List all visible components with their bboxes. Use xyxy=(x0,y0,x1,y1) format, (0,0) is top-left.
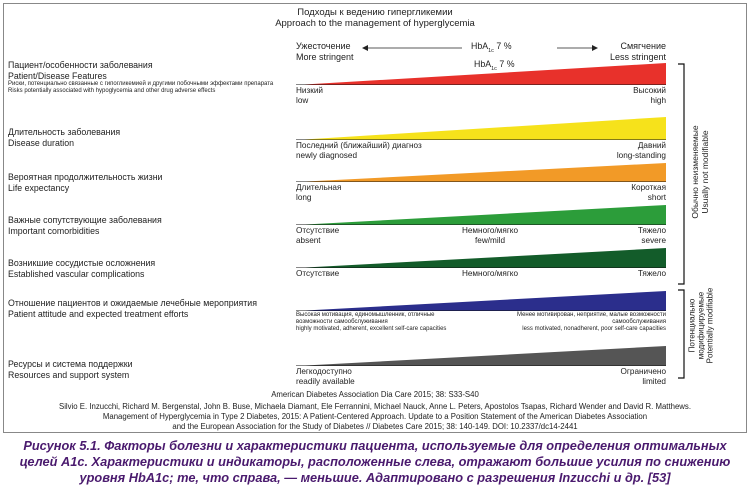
row-right-label: Давний long-standing xyxy=(616,141,666,160)
side-modifiable: Потенциально модифицируемые Potentially modifiable xyxy=(687,287,715,364)
wedge-green xyxy=(296,205,666,225)
header-title-ru: Подходы к ведению гипергликемии xyxy=(297,7,453,18)
scale-right-en: Less stringent xyxy=(609,51,666,62)
wedge-orange xyxy=(296,163,666,182)
hba1c-label: HbA$_{1c}$ 7 % HbA$_{1c}$ 7 % xyxy=(471,41,515,72)
row-right-label: Высокий high xyxy=(633,86,666,105)
header-title-en: Approach to the management of hyperglycemia xyxy=(275,18,475,29)
row-left-label: Низкий low xyxy=(296,86,323,105)
citation-line3: Management of Hyperglycemia in Type 2 Diabetes, 2015: A Patient-Centered Approach. Update to a Position Statement of the American Diabetes Association xyxy=(102,412,648,421)
wedge-red xyxy=(296,63,666,85)
row-left-label: Высокая мотивация, единомышленник, отличные возможности самообслуживания highly motivated, adherent, excellent self-care capacities xyxy=(296,312,447,333)
scale-left-ru: Ужесточение xyxy=(296,41,351,51)
side-brackets xyxy=(676,62,688,382)
row-left-label: Отсутствие absent xyxy=(296,226,340,245)
row-label: Длительность заболевания Disease duration xyxy=(8,127,121,148)
scale-right xyxy=(610,41,666,62)
row-mid-label: Немного/мягко few/mild xyxy=(461,226,519,245)
scale-left xyxy=(296,41,354,62)
side-nonmodifiable: Обычно неизменяемые Usually not modifiable xyxy=(690,125,710,219)
figure-caption: Рисунок 5.1. Факторы болезни и характеристики пациента, используемые для определения оптимальных целей A1c. Характеристики и индикаторы, расположенные слева, отражают большие усилия по снижению уровня HbA1c; те, что справа, — меньшие. Адаптировано с разрешения Inzucchi и др. [53] xyxy=(19,438,731,485)
citation-line4: and the European Association for the Study of Diabetes // Diabetes Care 2015; 38: 140-149. DOI: 10.2337/dc14-2441 xyxy=(172,422,578,431)
row-label: Пациент/особенности заболевания Patient/Disease Features Риски, потенциально связанные с гипогликемией и другими побочными эффектами препарата Risks potentially associated with hypoglycemia and other drug adverse effects xyxy=(8,60,274,95)
row-right-label: Тяжело xyxy=(637,269,666,278)
scale-left-en: More stringent xyxy=(296,51,354,62)
wedge-yellow xyxy=(296,117,666,140)
row-label: Вероятная продолжительность жизни Life expectancy xyxy=(8,172,163,193)
row-left-label: Отсутствие xyxy=(296,269,340,278)
row-label: Возникшие сосудистые осложнения Established vascular complications xyxy=(8,258,156,279)
wedge-dark-green xyxy=(296,248,666,268)
row-right-label: Короткая short xyxy=(631,183,666,202)
row-label: Важные сопутствующие заболевания Important comorbidities xyxy=(8,215,162,236)
row-left-label: Последний (ближайший) диагноз newly diagnosed xyxy=(296,141,422,160)
row-right-label: Менее мотивирован, неприятие, малые возможности самообслуживания less motivated, nonadherent, poor self-care capacities xyxy=(517,312,666,333)
row-left-label: Длительная long xyxy=(296,183,342,202)
row-left-label: Легкодоступно readily available xyxy=(296,367,355,386)
row-label: Отношение пациентов и ожидаемые лечебные мероприятия Patient attitude and expected treatment efforts xyxy=(8,298,257,319)
scale-right-ru: Смягчение xyxy=(620,41,666,51)
wedge-blue xyxy=(296,291,666,311)
wedge-gray xyxy=(296,346,666,366)
row-label: Ресурсы и система поддержки Resources and support system xyxy=(8,359,133,380)
row-right-label: Тяжело severe xyxy=(637,226,666,245)
citation-line1: American Diabetes Association Dia Care 2015; 38: S33-S40 xyxy=(271,390,479,399)
citation-line2: Silvio E. Inzucchi, Richard M. Bergenstal, John B. Buse, Michaela Diamant, Ele Ferrannini, Michael Nauck, Anne L. Peters, Apostolos Tsapas, Richard Wender and David R. Matthews. xyxy=(59,402,691,411)
row-right-label: Ограничено limited xyxy=(620,367,666,386)
row-mid-label: Немного/мягко xyxy=(461,269,519,278)
